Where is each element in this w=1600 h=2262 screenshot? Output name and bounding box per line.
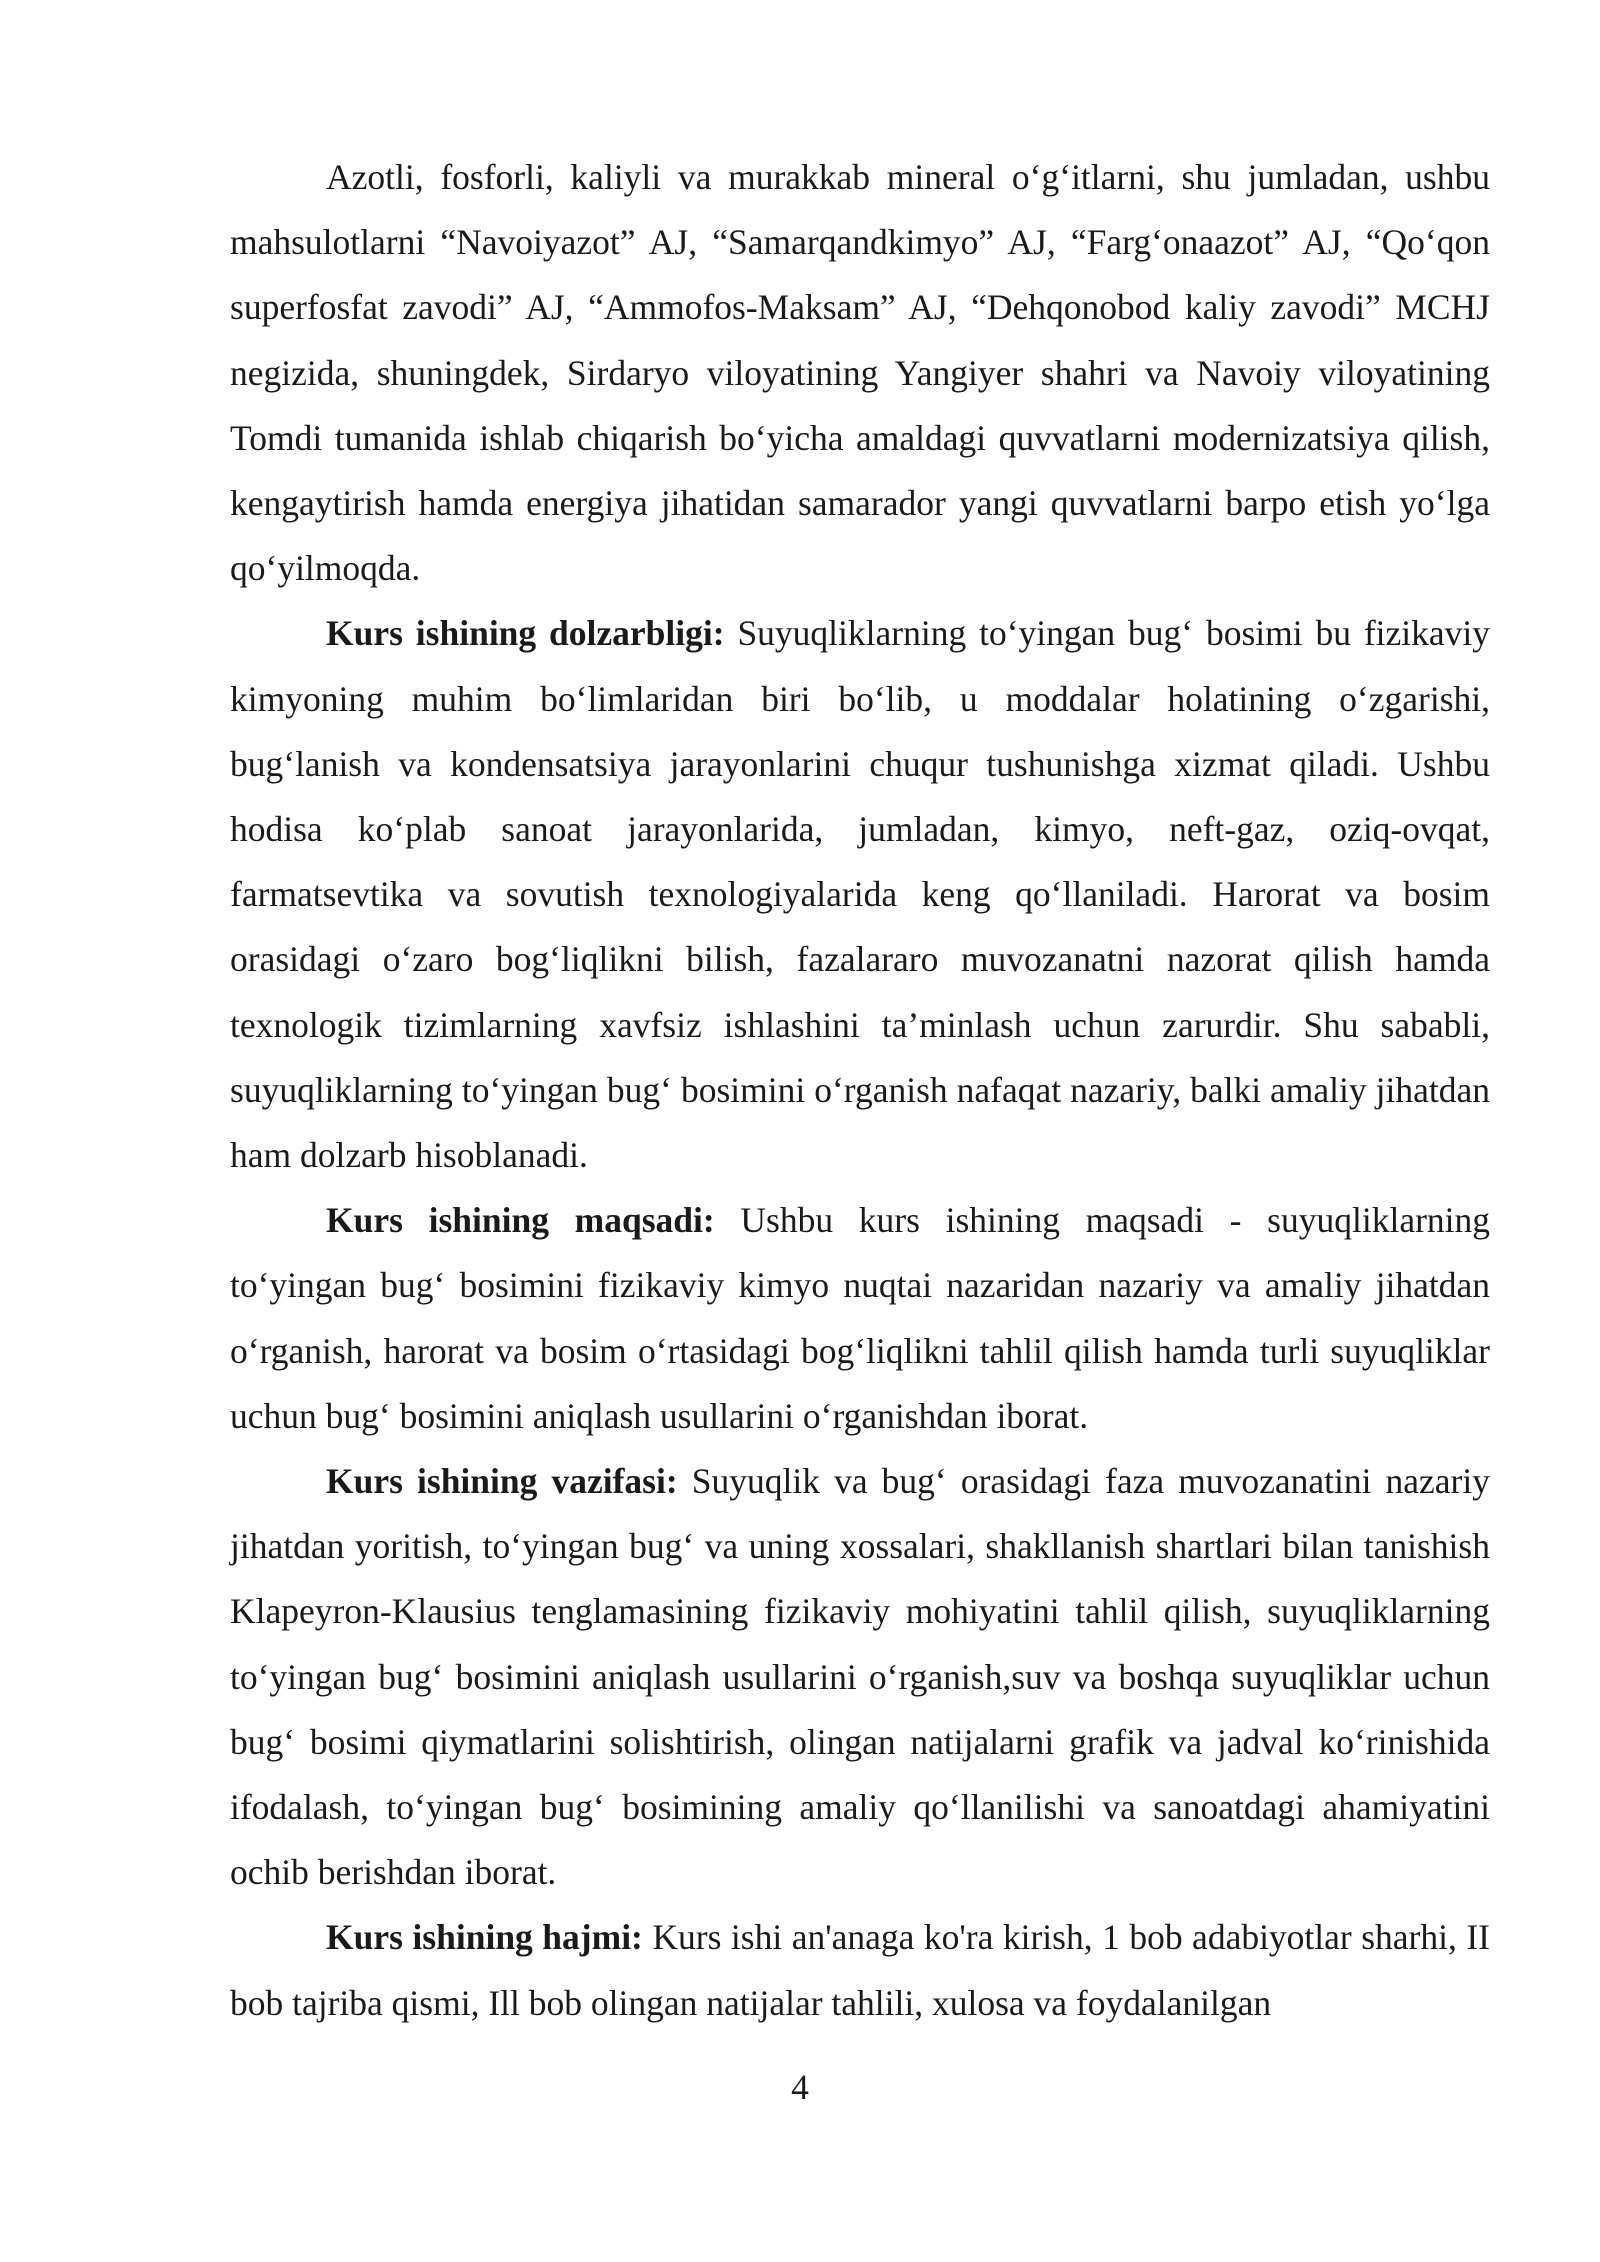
goal-heading: Kurs ishining maqsadi: [326,1200,715,1241]
relevance-text: Suyuqliklarning to‘yingan bug‘ bosimi bu fizikaviy kimyoning muhim bo‘limlaridan biri bo‘lib, u moddalar holatining o‘zgarishi, bug‘lanish va kondensatsiya jarayonlarini chuqur tushunishga xizmat qiladi. Ushbu hodisa ko‘plab sanoat jarayonlarida, jumladan, kimyo, neft-gaz, oziq-ovqat, farmatsevtika va sovutish texnologiyalarida keng qo‘llaniladi. Harorat va bosim orasidagi o‘zaro bog‘liqlikni bilish, fazalararo muvozanatni nazorat qilish hamda texnologik tizimlarning xavfsiz ishlashini ta’minlash uchun zarurdir. Shu sababli, suyuqliklarning to‘yingan bug‘ bosimini o‘rganish nafaqat nazariy, balki amaliy jihatdan ham dolzarb hisoblanadi. [230,613,1490,1176]
paragraph-intro [230,145,1490,601]
relevance-heading: Kurs ishining dolzarbligi: [326,613,725,654]
document-body [230,145,1490,2036]
paragraph-volume [230,1905,1490,2035]
tasks-text: Suyuqlik va bug‘ orasidagi faza muvozanatini nazariy jihatdan yoritish, to‘yingan bug‘ va uning xossalari, shakllanish shartlari bilan tanishish Klapeyron-Klausius tenglamasining fizikaviy mohiyatini tahlil qilish, suyuqliklarning to‘yingan bug‘ bosimini aniqlash usullarini o‘rganish,suv va boshqa suyuqliklar uchun bug‘ bosimi qiymatlarini solishtirish, olingan natijalarni grafik va jadval ko‘rinishida ifodalash, to‘yingan bug‘ bosimining amaliy qo‘llanilishi va sanoatdagi ahamiyatini ochib berishdan iborat. [230,1461,1490,1893]
paragraph-relevance [230,601,1490,1188]
paragraph-tasks [230,1449,1490,1905]
volume-heading: Kurs ishining hajmi: [326,1917,643,1958]
volume-text: Kurs ishi an'anaga ko'ra kirish, 1 bob adabiyotlar sharhi, II bob tajriba qismi, Ill bob olingan natijalar tahlili, xulosa va foydalanilgan [230,1917,1491,2023]
tasks-heading: Kurs ishining vazifasi: [326,1461,678,1502]
paragraph-intro-text: Azotli, fosforli, kaliyli va murakkab mineral o‘g‘itlarni, shu jumladan, ushbu mahsulotlarni “Navoiyazot” AJ, “Samarqandkimyo” AJ, “Farg‘onaazot” AJ, “Qo‘qon superfosfat zavodi” AJ, “Ammofos-Maksam” AJ, “Dehqonobod kaliy zavodi” MCHJ negizida, shuningdek, Sirdaryo viloyatining Yangiyer shahri va Navoiy viloyatining Tomdi tumanida ishlab chiqarish bo‘yicha amaldagi quvvatlarni modernizatsiya qilish, kengaytirish hamda energiya jihatidan samarador yangi quvvatlarni barpo etish yo‘lga qo‘yilmoqda. [230,157,1490,589]
page-number: 4 [791,2067,809,2107]
paragraph-goal [230,1188,1490,1449]
goal-text: Ushbu kurs ishining maqsadi - suyuqliklarning to‘yingan bug‘ bosimini fizikaviy kimyo nuqtai nazaridan nazariy va amaliy jihatdan o‘rganish, harorat va bosim o‘rtasidagi bog‘liqlikni tahlil qilish hamda turli suyuqliklar uchun bug‘ bosimini aniqlash usullarini o‘rganishdan iborat. [230,1200,1491,1436]
